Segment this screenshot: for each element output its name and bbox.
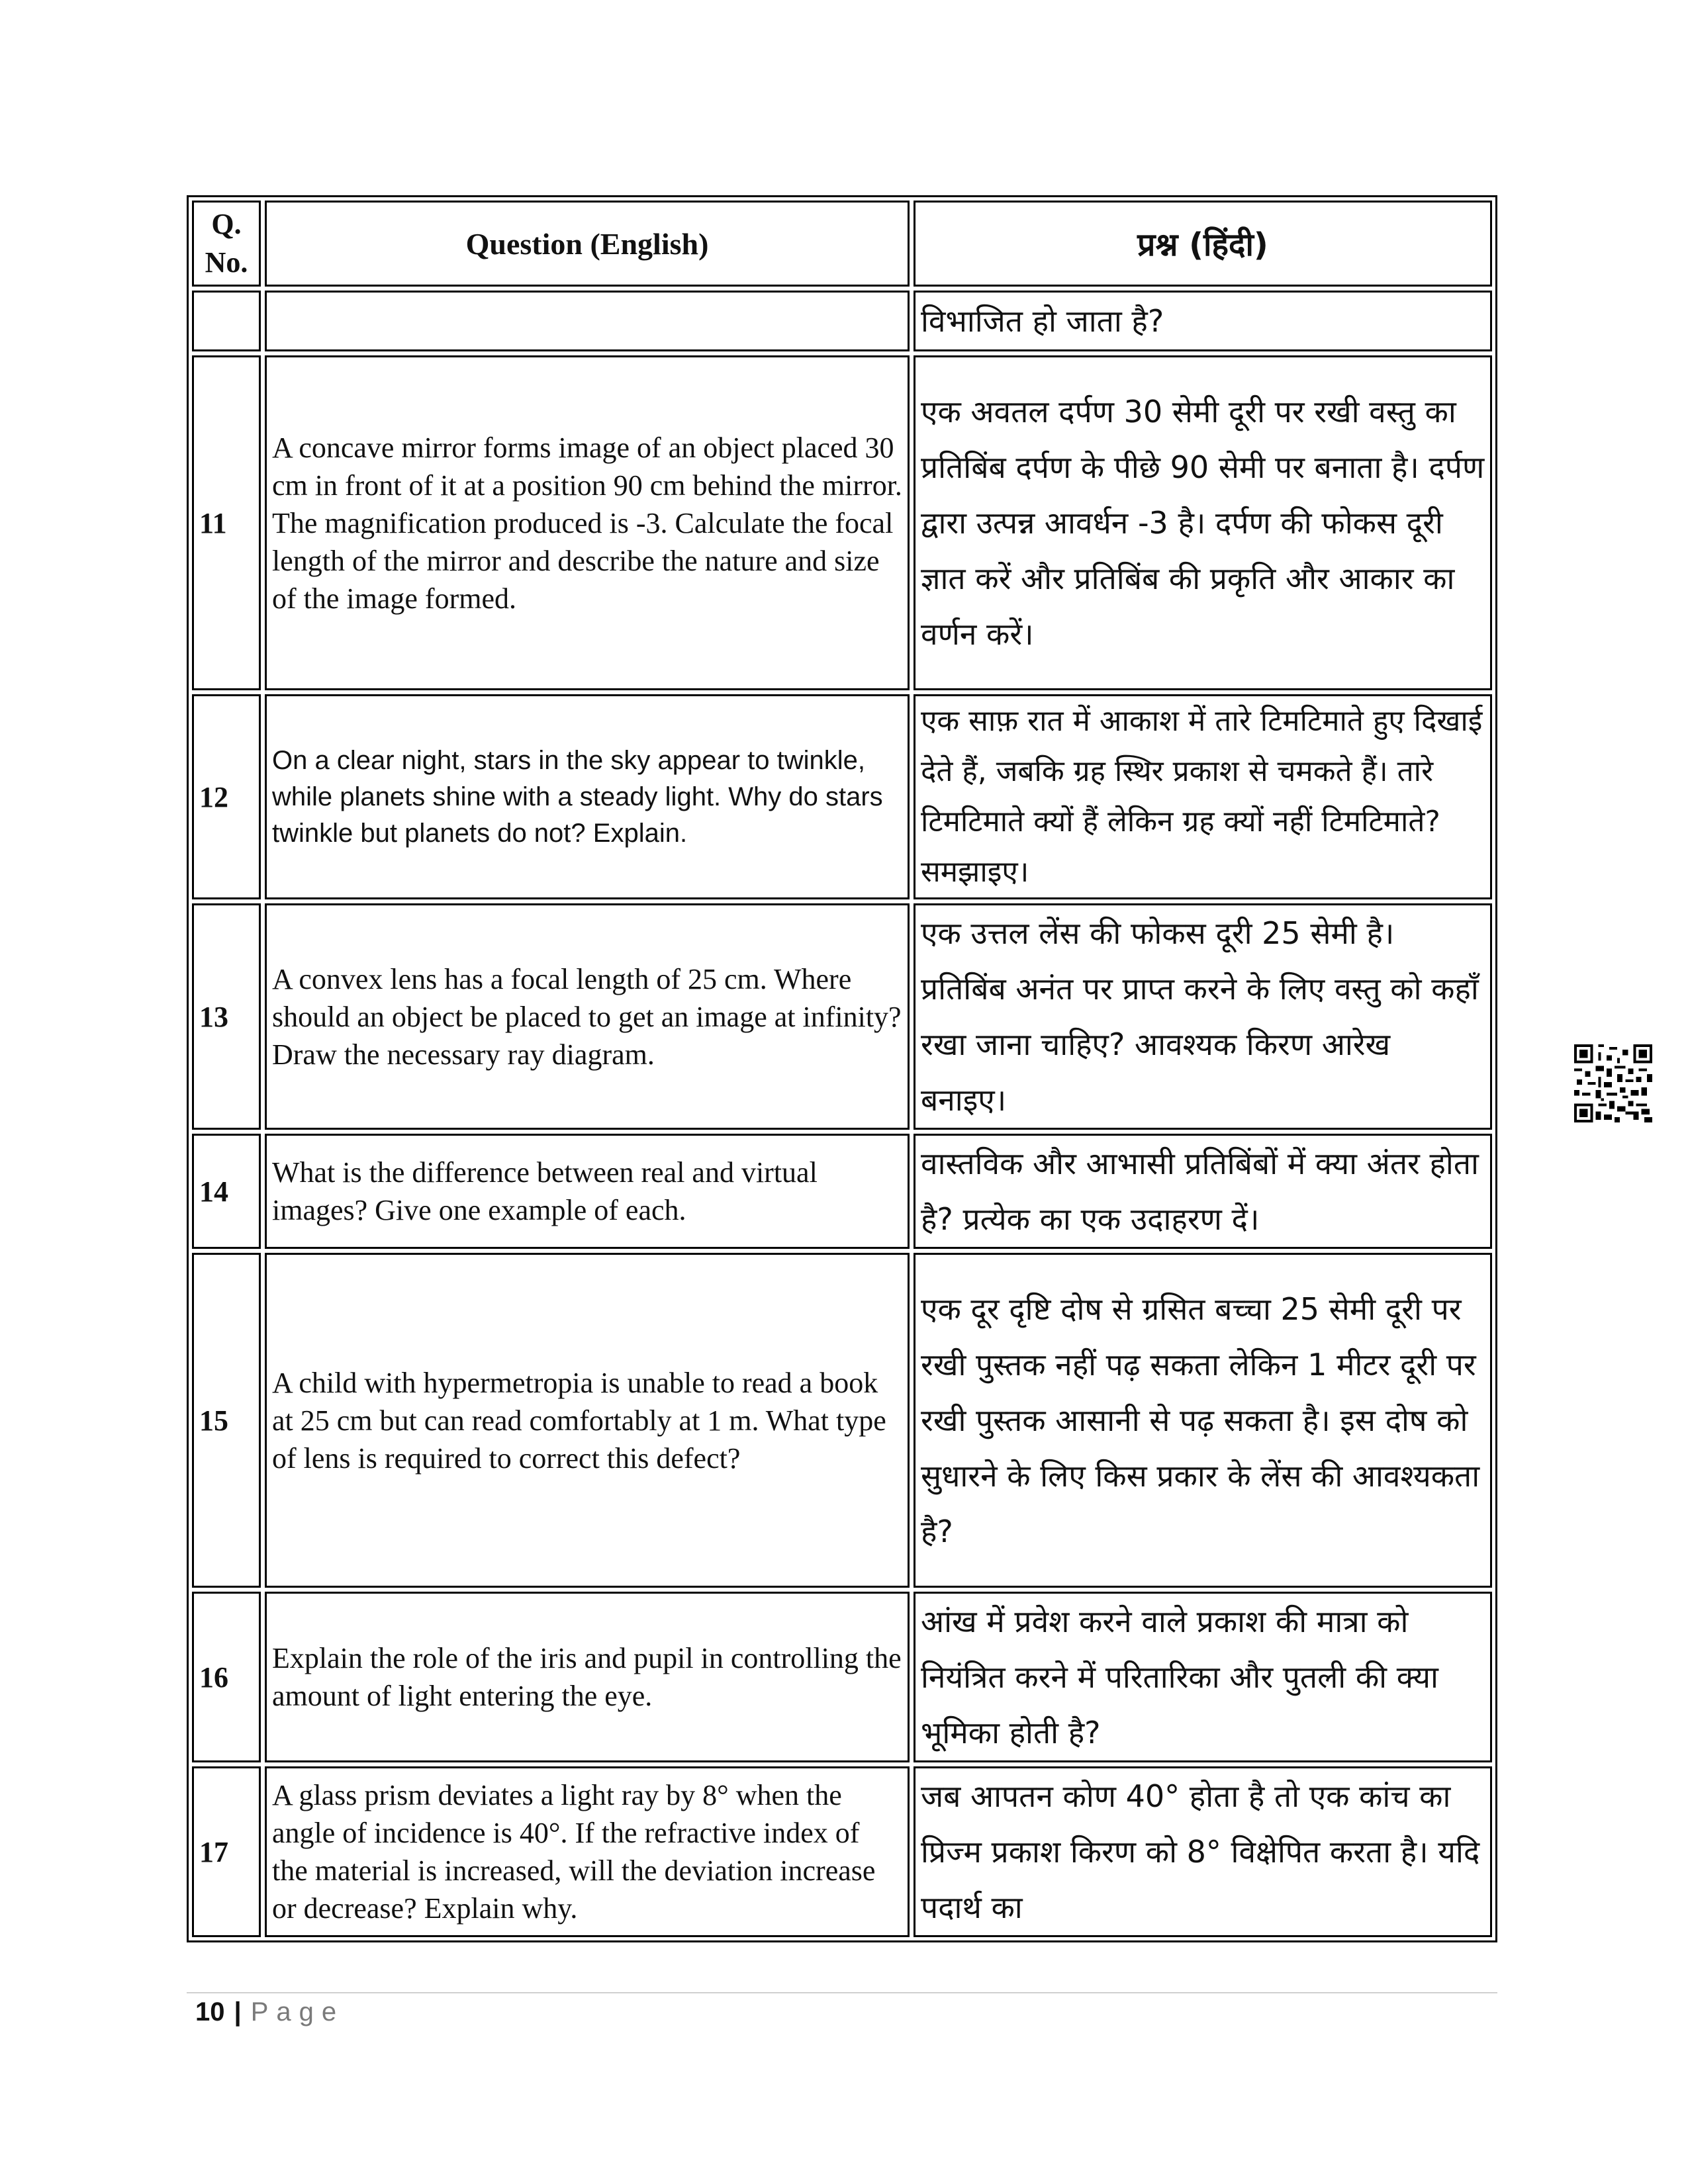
question-english: Explain the role of the iris and pupil in controlling the amount of light entering the eye. xyxy=(265,1592,910,1762)
qr-code-icon xyxy=(1574,1044,1652,1122)
header-english: Question (English) xyxy=(265,201,910,287)
table-row xyxy=(192,1766,1492,1937)
question-number: 11 xyxy=(192,355,261,690)
question-hindi: आंख में प्रवेश करने वाले प्रकाश की मात्रा को नियंत्रित करने में परितारिका और पुतली की क्या भूमिका होती है? xyxy=(914,1592,1492,1762)
question-english: A glass prism deviates a light ray by 8° when the angle of incidence is 40°. If the refractive index of the material is increased, will the deviation increase or decrease? Explain why. xyxy=(265,1766,910,1937)
table-row xyxy=(192,694,1492,899)
question-hindi: एक उत्तल लेंस की फोकस दूरी 25 सेमी है। प्रतिबिंब अनंत पर प्राप्त करने के लिए वस्तु को कहाँ रखा जाना चाहिए? आवश्यक किरण आरेख बनाइए। xyxy=(914,903,1492,1130)
footer-separator: | xyxy=(234,1997,242,2026)
question-number: 16 xyxy=(192,1592,261,1762)
header-qno: Q. No. xyxy=(192,201,261,287)
question-hindi: वास्तविक और आभासी प्रतिबिंबों में क्या अंतर होता है? प्रत्येक का एक उदाहरण दें। xyxy=(914,1134,1492,1249)
question-number: 17 xyxy=(192,1766,261,1937)
question-hindi: एक दूर दृष्टि दोष से ग्रसित बच्चा 25 सेमी दूरी पर रखी पुस्तक नहीं पढ़ सकता लेकिन 1 मीटर दूरी पर रखी पुस्तक आसानी से पढ़ सकता है। इस दोष को सुधारने के लिए किस प्रकार के लेंस की आवश्यकता है? xyxy=(914,1253,1492,1588)
question-number: 13 xyxy=(192,903,261,1130)
question-english: A child with hypermetropia is unable to read a book at 25 cm but can read comfortably at 1 m. What type of lens is required to correct this defect? xyxy=(265,1253,910,1588)
table-row xyxy=(192,1134,1492,1249)
question-hindi: एक अवतल दर्पण 30 सेमी दूरी पर रखी वस्तु का प्रतिबिंब दर्पण के पीछे 90 सेमी पर बनाता है। दर्पण द्वारा उत्पन्न आवर्धन -3 है। दर्पण की फोकस दूरी ज्ञात करें और प्रतिबिंब की प्रकृति और आकार का वर्णन करें। xyxy=(914,355,1492,690)
table-header-row xyxy=(192,201,1492,287)
question-number: 14 xyxy=(192,1134,261,1249)
table-row xyxy=(192,291,1492,351)
question-english: On a clear night, stars in the sky appear to twinkle, while planets shine with a steady light. Why do stars twinkle but planets do not? Explain. xyxy=(265,694,910,899)
table-row xyxy=(192,1253,1492,1588)
page-label: Page xyxy=(250,1997,345,2026)
question-hindi: जब आपतन कोण 40° होता है तो एक कांच का प्रिज्म प्रकाश किरण को 8° विक्षेपित करता है। यदि पदार्थ का xyxy=(914,1766,1492,1937)
question-hindi: विभाजित हो जाता है? xyxy=(914,291,1492,351)
table-row xyxy=(192,1592,1492,1762)
page-footer xyxy=(195,1997,344,2027)
table-row xyxy=(192,903,1492,1130)
question-english xyxy=(265,291,910,351)
question-number: 15 xyxy=(192,1253,261,1588)
header-hindi: प्रश्न (हिंदी) xyxy=(914,201,1492,287)
question-hindi: एक साफ़ रात में आकाश में तारे टिमटिमाते हुए दिखाई देते हैं, जबकि ग्रह स्थिर प्रकाश से चमकते हैं। तारे टिमटिमाते क्यों हैं लेकिन ग्रह क्यों नहीं टिमटिमाते? समझाइए। xyxy=(914,694,1492,899)
question-english: What is the difference between real and virtual images? Give one example of each. xyxy=(265,1134,910,1249)
question-table-frame xyxy=(187,195,1497,1942)
question-english: A convex lens has a focal length of 25 cm. Where should an object be placed to get an image at infinity? Draw the necessary ray diagram. xyxy=(265,903,910,1130)
question-table xyxy=(188,197,1496,1941)
question-number xyxy=(192,291,261,351)
footer-divider xyxy=(187,1992,1497,1993)
page-number: 10 xyxy=(195,1997,225,2026)
table-row xyxy=(192,355,1492,690)
question-english: A concave mirror forms image of an object placed 30 cm in front of it at a position 90 cm behind the mirror. The magnification produced is -3. Calculate the focal length of the mirror and describe the nature and size of the image formed. xyxy=(265,355,910,690)
question-number: 12 xyxy=(192,694,261,899)
